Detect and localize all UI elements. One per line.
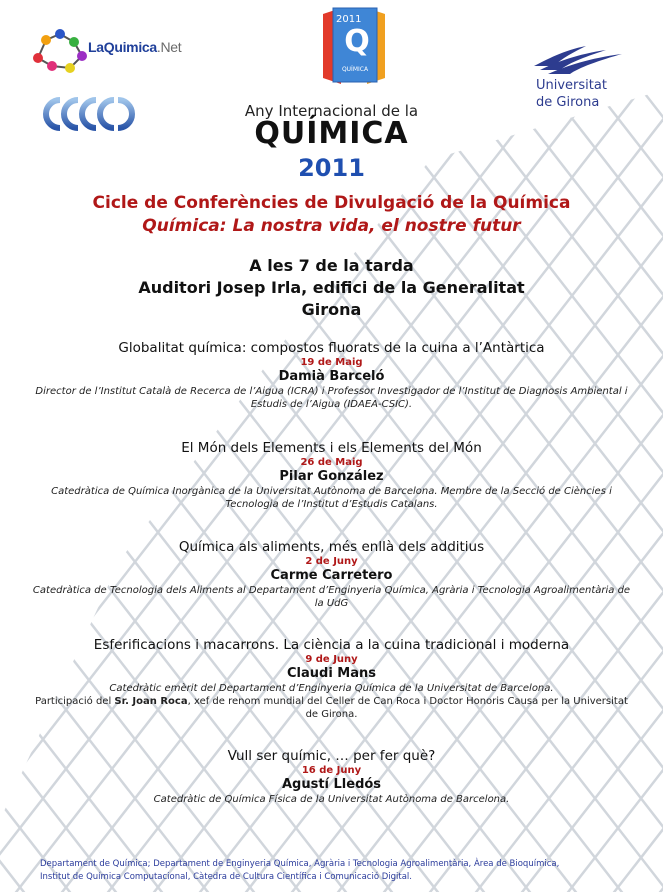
talk-speaker: Damià Barceló <box>278 369 385 384</box>
talk-block <box>30 748 633 806</box>
talk-date: 2 de Juny <box>305 556 358 567</box>
talk-speaker: Carme Carretero <box>270 568 393 583</box>
talk-speaker-description: Director de l’Institut Català de Recerca de l’Aigua (ICRA) i Professor Investigador de l’Institut de Diagnosis Ambiental i Estudis de l’Aigua (IDAEA-CSIC). <box>35 386 628 410</box>
venue-time: A les 7 de la tarda <box>249 256 414 275</box>
talk-date: 19 de Maig <box>300 357 363 368</box>
iyc-badge-year: 2011 <box>336 14 362 25</box>
laquimica-name: LaQuimica <box>88 39 157 55</box>
cycle-subtitle: Química: La nostra vida, el nostre futur <box>142 216 521 236</box>
talk-title: Esferificacions i macarrons. La ciència a la cuina tradicional i moderna <box>93 637 570 653</box>
venue-city: Girona <box>301 300 362 319</box>
udg-line1: Universitat <box>536 78 607 93</box>
talk-title: Globalitat química: compostos fluorats de la cuina a l’Antàrtica <box>118 340 545 356</box>
venue-place: Auditori Josep Irla, edifici de la Generalitat <box>138 278 525 297</box>
udg-emblem-icon <box>526 40 636 80</box>
laquimica-logo <box>30 26 200 76</box>
iyc-badge-letter: Q <box>344 24 370 59</box>
talk-block <box>30 440 633 511</box>
cycle-title: Cicle de Conferències de Divulgació de la Química <box>92 193 571 213</box>
talk-speaker: Agustí Lledós <box>281 777 382 792</box>
talk-speaker: Claudi Mans <box>286 666 376 681</box>
talk-title: El Món dels Elements i els Elements del Món <box>181 440 482 456</box>
talk-speaker-description: Catedràtica de Química Inorgànica de la Universitat Autònoma de Barcelona. Membre de la Secció de Ciències i Tecnologia de l’Institut d’Estudis Catalans. <box>51 486 612 510</box>
footer-line: Institut de Química Computacional, Càtedra de Cultura Científica i Comunicació Digital. <box>40 872 412 882</box>
talk-block <box>30 539 633 610</box>
laquimica-wordmark <box>88 39 181 55</box>
talk-speaker-description: Catedràtica de Tecnologia dels Aliments al Departament d’Enginyeria Química, Agrària i Tecnologia Agroalimentària de la UdG <box>32 585 631 609</box>
talk-date: 26 de Maig <box>300 457 363 468</box>
talk-speaker-description: Catedràtic de Química Física de la Universitat Autònoma de Barcelona. <box>153 794 510 805</box>
talk-block <box>30 637 633 721</box>
talk-date: 9 de Juny <box>305 654 358 665</box>
iyc-badge-word: QUÍMICA <box>341 66 369 73</box>
guest-name: Sr. Joan Roca <box>114 696 188 707</box>
talk-date: 16 de Juny <box>301 765 362 776</box>
talk-title: Química als aliments, més enllà dels additius <box>178 539 485 555</box>
header-year: 2011 <box>298 154 365 182</box>
talk-speaker: Pilar González <box>279 469 384 484</box>
guest-description: , xef de renom mundial del Celler de Can Roca i Doctor Honoris Causa per la Universitat de Girona. <box>187 696 628 720</box>
talk-title: Vull ser químic, … per fer què? <box>227 748 436 764</box>
talk-speaker-description: Catedràtic emèrit del Departament d’Enginyeria Química de la Universitat de Barcelona. <box>109 683 554 694</box>
header-any-internacional: Any Internacional de la <box>244 102 419 120</box>
footer-organizers <box>40 858 630 884</box>
iyc-2011-badge <box>319 6 389 86</box>
udg-line2: de Girona <box>536 95 600 110</box>
talk-guest-participation <box>30 695 633 721</box>
laquimica-suffix: .Net <box>156 39 182 55</box>
talk-block <box>30 340 633 411</box>
footer-line: Departament de Química; Departament de Enginyeria Química, Agrària i Tecnologia Agroalimentària, Àrea de Bioquímica, <box>40 859 560 869</box>
guest-intro: Participació del <box>35 696 112 707</box>
header-quimica: QUÍMICA <box>254 116 409 151</box>
molecule-icon <box>30 26 90 76</box>
